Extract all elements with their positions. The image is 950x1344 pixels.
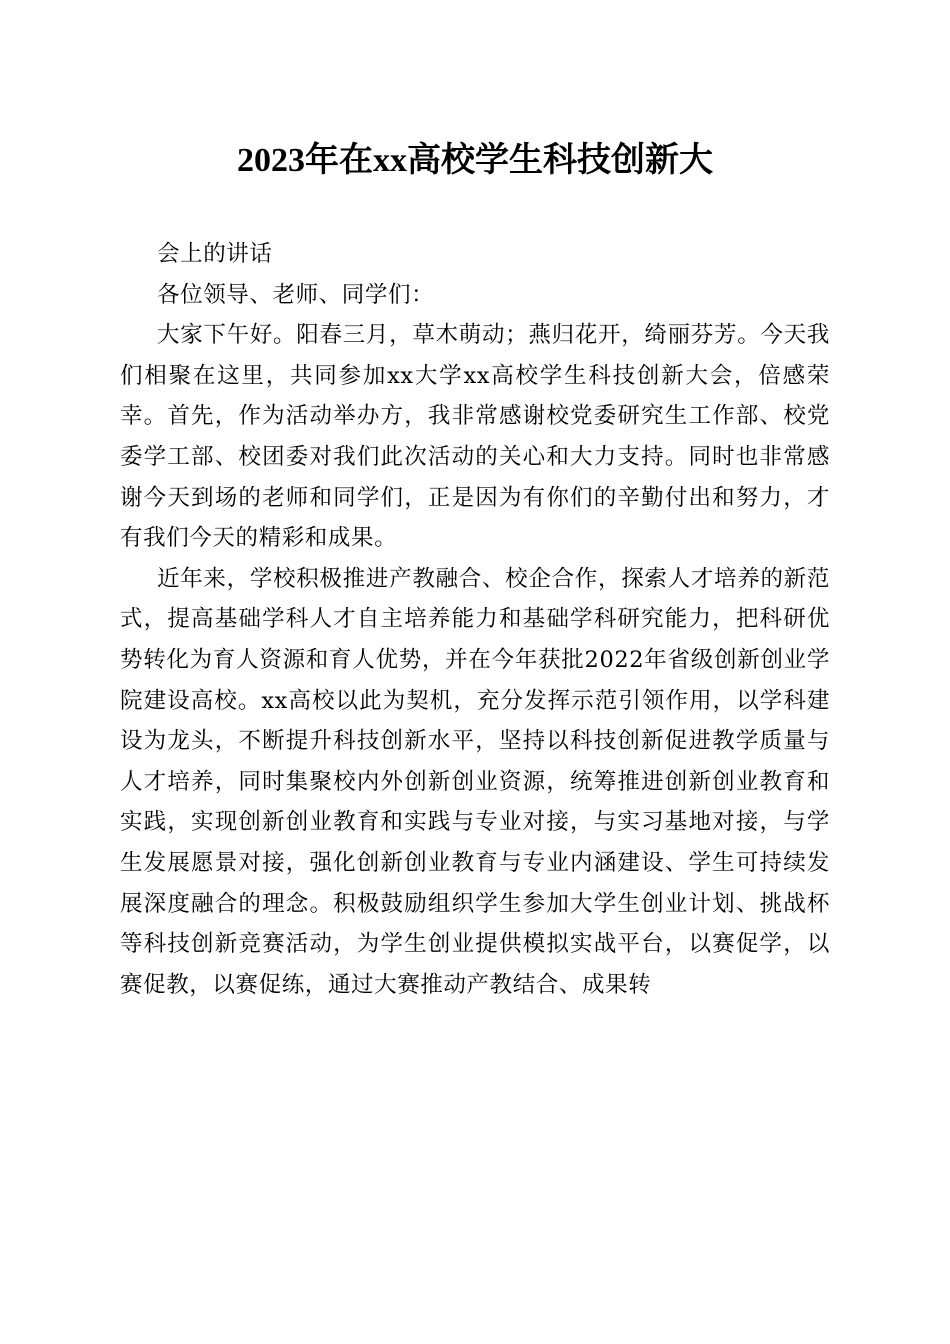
paragraph-title-continuation: 会上的讲话 [157,241,273,267]
document-title: 2023年在xx高校学生科技创新大 [237,142,713,179]
paragraph-greeting: 大家下午好。阳春三月，草木萌动；燕归花开，绮丽芬芳。今天我们相聚在这里，共同参加xx大学xx高校学生科技创新大会，倍感荣幸。首先，作为活动举办方，我非常感谢校党委研究生工作部、校党委学工部、校团委对我们此次活动的关心和大力支持。同时也非常感谢今天到场的老师和同学们，正是因为有你们的辛勤付出和努力，才有我们今天的精彩和成果。 [120,322,830,552]
document-body [120,234,830,1005]
paragraph-recent-years: 近年来，学校积极推进产教融合、校企合作，探索人才培养的新范式，提高基础学科人才自主培养能力和基础学科研究能力，把科研优势转化为育人资源和育人优势，并在今年获批2022年省级创新创业学院建设高校。xx高校以此为契机，充分发挥示范引领作用，以学科建设为龙头，不断提升科技创新水平，坚持以科技创新促进教学质量与人才培养，同时集聚校内外创新创业资源，统筹推进创新创业教育和实践，实现创新创业教育和实践与专业对接，与实习基地对接，与学生发展愿景对接，强化创新创业教育与专业内涵建设、学生可持续发展深度融合的理念。积极鼓励组织学生参加大学生创业计划、挑战杯等科技创新竞赛活动，为学生创业提供模拟实战平台，以赛促学，以赛促教，以赛促练，通过大赛推动产教结合、成果转 [120,565,830,998]
paragraph-salutation: 各位领导、老师、同学们： [157,281,435,308]
